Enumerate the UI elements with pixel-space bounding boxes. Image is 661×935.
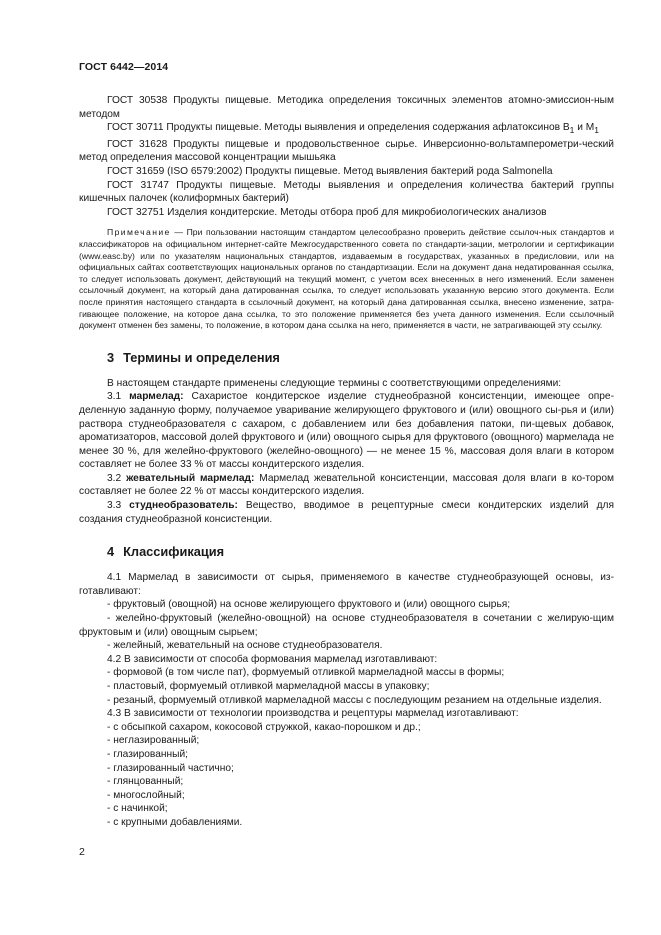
classification-item: - фруктовый (овощной) на основе желирующего фруктового и (или) овощного сырья; [107, 599, 511, 611]
note-paragraph: Примечание — При пользовании настоящим стандартом целесообразно проверить действие ссылоч-ных стандартов и классификаторов на официальном интернет-сайте Межгосударственного совета по стандарти-зации, метрологии и сертификации (www.easc.by) или по указателям национальных стандартов, издаваемым в государствах, указанных в предисловии, или на официальных сайтах соответствующих национальных органов по стандартизации. Если на документ дана недатированная ссылка, то следует использовать документ, действующий на текущий момент, с учетом всех внесенных в него изменений. Если заменен ссылочный документ, на который дана датированная ссылка, то следует использовать указанную версию этого документа. Если после принятия настоящего стандарта в ссылочный документ, на который дана датированная ссылка, внесено изменение, затра-гивающее положение, на которое дана ссылка, то это положение применяется без учета данного изменения. Если ссылочный документ отменен без замены, то положение, в котором дана ссылка на него, применяется в части, не затрагивающей эту ссылку. [79, 227, 614, 331]
classification-item: - желейно-фруктовый (желейно-овощной) на основе студнеобразователя в сочетании с желирую-щим фруктовым и (или) овощным сырьем; [79, 613, 614, 638]
reference-item: ГОСТ 31628 Продукты пищевые и продовольственное сырье. Инверсионно-вольтамперометри-ческий метод определения массовой концентрации мышьяка [79, 138, 614, 164]
term-definition: 3.1 мармелад: Сахаристое кондитерское изделие студнеобразной консистенции, имеющее опре-деленную заданную форму, получаемое уваривание желирующего фруктового и (или) овощного сы-рья и (или) раствора студнеобразователя с сахаром, с добавлением или без добавления патоки, пи-щевых добавок, ароматизаторов, массовой долей фруктового и (или) овощного сырья для фруктового (овощного) мармелада не менее 30 %, для желейно-фруктового (желейно-овощного) — не менее 15 %, массовая доля влаги в котором составляет не более 33 % от массы кондитерского изделия. [79, 391, 614, 471]
classification-item: - с начинкой; [107, 803, 168, 815]
classification-item: - желейный, жевательный на основе студнеобразователя. [107, 640, 383, 652]
classification-item: - глазированный; [107, 748, 188, 760]
classification-item: - неглазированный; [107, 735, 200, 747]
page-number: 2 [79, 846, 85, 858]
classification-item: 4.2 В зависимости от способа формования мармелад изготавливают: [107, 653, 438, 665]
reference-item: ГОСТ 30538 Продукты пищевые. Методика определения токсичных элементов атомно-эмиссион-ным методом [79, 95, 614, 120]
document-header: ГОСТ 6442—2014 [79, 61, 169, 73]
classification-item: - глазированный частично; [107, 762, 234, 774]
classification-item: 4.1 Мармелад в зависимости от сырья, применяемого в качестве студнеобразующей основы, из-готавливают: [79, 572, 614, 597]
classification-item: 4.3 В зависимости от технологии производства и рецептуры мармелад изготавливают: [107, 708, 519, 720]
classification-item: - формовой (в том числе пат), формуемый отливкой мармеладной массы в формы; [107, 667, 505, 679]
section-3-heading: 3 Термины и определения [107, 349, 280, 365]
document-body [79, 94, 614, 830]
classification-item: - пластовый, формуемый отливкой мармеладной массы в упаковку; [107, 681, 430, 692]
term-definition: 3.2 жевательный мармелад: Мармелад жевательной консистенции, массовая доля влаги в ко-тором составляет не более 22 % от массы кондитерского изделия. [79, 472, 614, 498]
reference-item: ГОСТ 31747 Продукты пищевые. Методы выявления и определения количества бактерий группы кишечных палочек (колиформных бактерий) [79, 179, 614, 205]
classification-item: - с крупными добавлениями. [107, 816, 243, 828]
term-name: студнеобразователь: [129, 500, 238, 512]
reference-item: ГОСТ 31659 (ISO 6579:2002) Продукты пищевые. Метод выявления бактерий рода Salmonella [107, 166, 553, 177]
term-definition: 3.3 студнеобразователь: Вещество, вводимое в рецептурные смеси кондитерских изделий для создания студнеобразной консистенции. [79, 500, 614, 525]
classification-item: - многослойный; [107, 789, 185, 801]
note-label: Примечание [107, 227, 171, 238]
section-4-heading: 4 Классификация [107, 544, 225, 560]
reference-item: ГОСТ 32751 Изделия кондитерские. Методы отбора проб для микробиологических анализов [107, 206, 547, 218]
classification-item: - с обсыпкой сахаром, кокосовой стружкой, какао-порошком и др.; [107, 721, 421, 733]
classification-item: - глянцованный; [107, 776, 184, 788]
reference-item: ГОСТ 30711 Продукты пищевые. Методы выявления и определения содержания афлатоксинов $В_1$ и $М_1$ [107, 122, 599, 136]
term-name: мармелад: [129, 391, 184, 403]
term-name: жевательный мармелад: [126, 472, 255, 484]
section-3-intro: В настоящем стандарте применены следующие термины с соответствующими определениями: [107, 377, 562, 389]
classification-item: - резаный, формуемый отливкой мармеладной массы с последующим резанием на отдельные изделия. [107, 694, 602, 706]
